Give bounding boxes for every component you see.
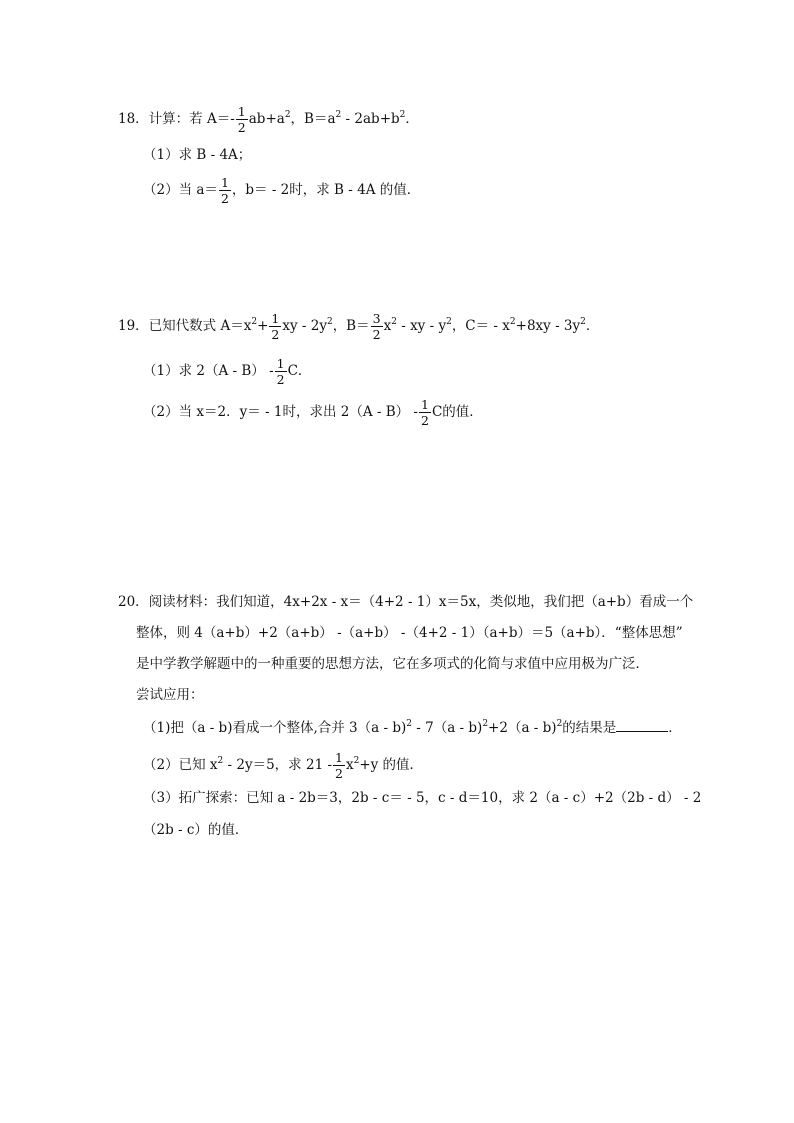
q20-stem-line4: 尝试应用： — [136, 687, 204, 703]
q20-part2: （2）已知 $x^2 - 2y=5$，求 21 - $\frac{1}{2}$ $x^2+y$ 的值． — [143, 750, 424, 781]
q18-stem-prefix: 计算：若 A＝ — [148, 111, 231, 127]
q20-part3-line1: （3）拓广探索：已知 a - 2b＝3，2b - c＝ - 5，c - d＝10，求 2（a - c）+2（2b - d） - 2 — [143, 790, 702, 806]
q19-part2: （2）当 x＝2．y＝ - 1时，求出 2（A - B） - $\frac{1}{2}$ C的值． — [143, 397, 483, 428]
q18-part2-fraction: $\frac{1}{2}$ — [220, 175, 229, 206]
q20-part2-fraction: $\frac{1}{2}$ — [335, 750, 343, 781]
q19-stem: 19．已知代数式 $A=x^2+$ $\frac{1}{2}$ xy - $2y^2$，B＝ $\frac{3}{2}$ $x^2$ - xy - $y^2$，$C= - x^2+8xy - 3y^2$． — [118, 311, 600, 342]
q18-part1: （1）求 B - 4A； — [143, 147, 252, 163]
q20-number: 20． — [118, 594, 149, 610]
q19-fraction-three-half: $\frac{3}{2}$ — [372, 311, 381, 342]
q20-part3-line2: （2b - c）的值． — [143, 822, 249, 838]
q20-part1-answer-blank[interactable] — [616, 719, 668, 732]
q18-number: 18． — [118, 111, 149, 127]
q20-part1: （1)把（a - b)看成一个整体,合并 3（a - b)$^2$ - 7（a - b)$^2$+2（a - b)$^2$的结果是 ． — [143, 719, 682, 736]
q18-stem: 18．计算：若 A＝- $\frac{1}{2}$ $ab+a^2$，$B=a^2 - 2ab+b^2$． — [118, 104, 419, 135]
q19-number: 19． — [118, 318, 149, 334]
q20-stem-line3: 是中学教学解题中的一种重要的思想方法，它在多项式的化简与求值中应用极为广泛． — [136, 656, 649, 672]
q18-fraction-half: $\frac{1}{2}$ — [237, 104, 246, 135]
q19-part1: （1）求 2（A - B） - $\frac{1}{2}$ C． — [143, 356, 312, 387]
q18-b-expression: ，B＝a — [290, 111, 336, 127]
q19-fraction-half: $\frac{1}{2}$ — [271, 311, 280, 342]
q19-part1-fraction: $\frac{1}{2}$ — [276, 356, 285, 387]
q18-a-expression: ab+a — [248, 111, 285, 127]
q19-part2-fraction: $\frac{1}{2}$ — [421, 397, 429, 428]
q20-stem-line1: 20．阅读材料：我们知道，4x+2x - x＝（4+2 - 1）x＝5x，类似地，我们把（a+b）看成一个 — [118, 594, 694, 610]
q20-stem-line2: 整体，则 4（a+b）+2（a+b） -（a+b） -（4+2 - 1）（a+b）＝5（a+b）．“整体思想” — [136, 625, 683, 641]
q18-part2: （2）当 a＝ $\frac{1}{2}$ ，b＝ - 2时，求 B - 4A 的值． — [143, 175, 421, 206]
